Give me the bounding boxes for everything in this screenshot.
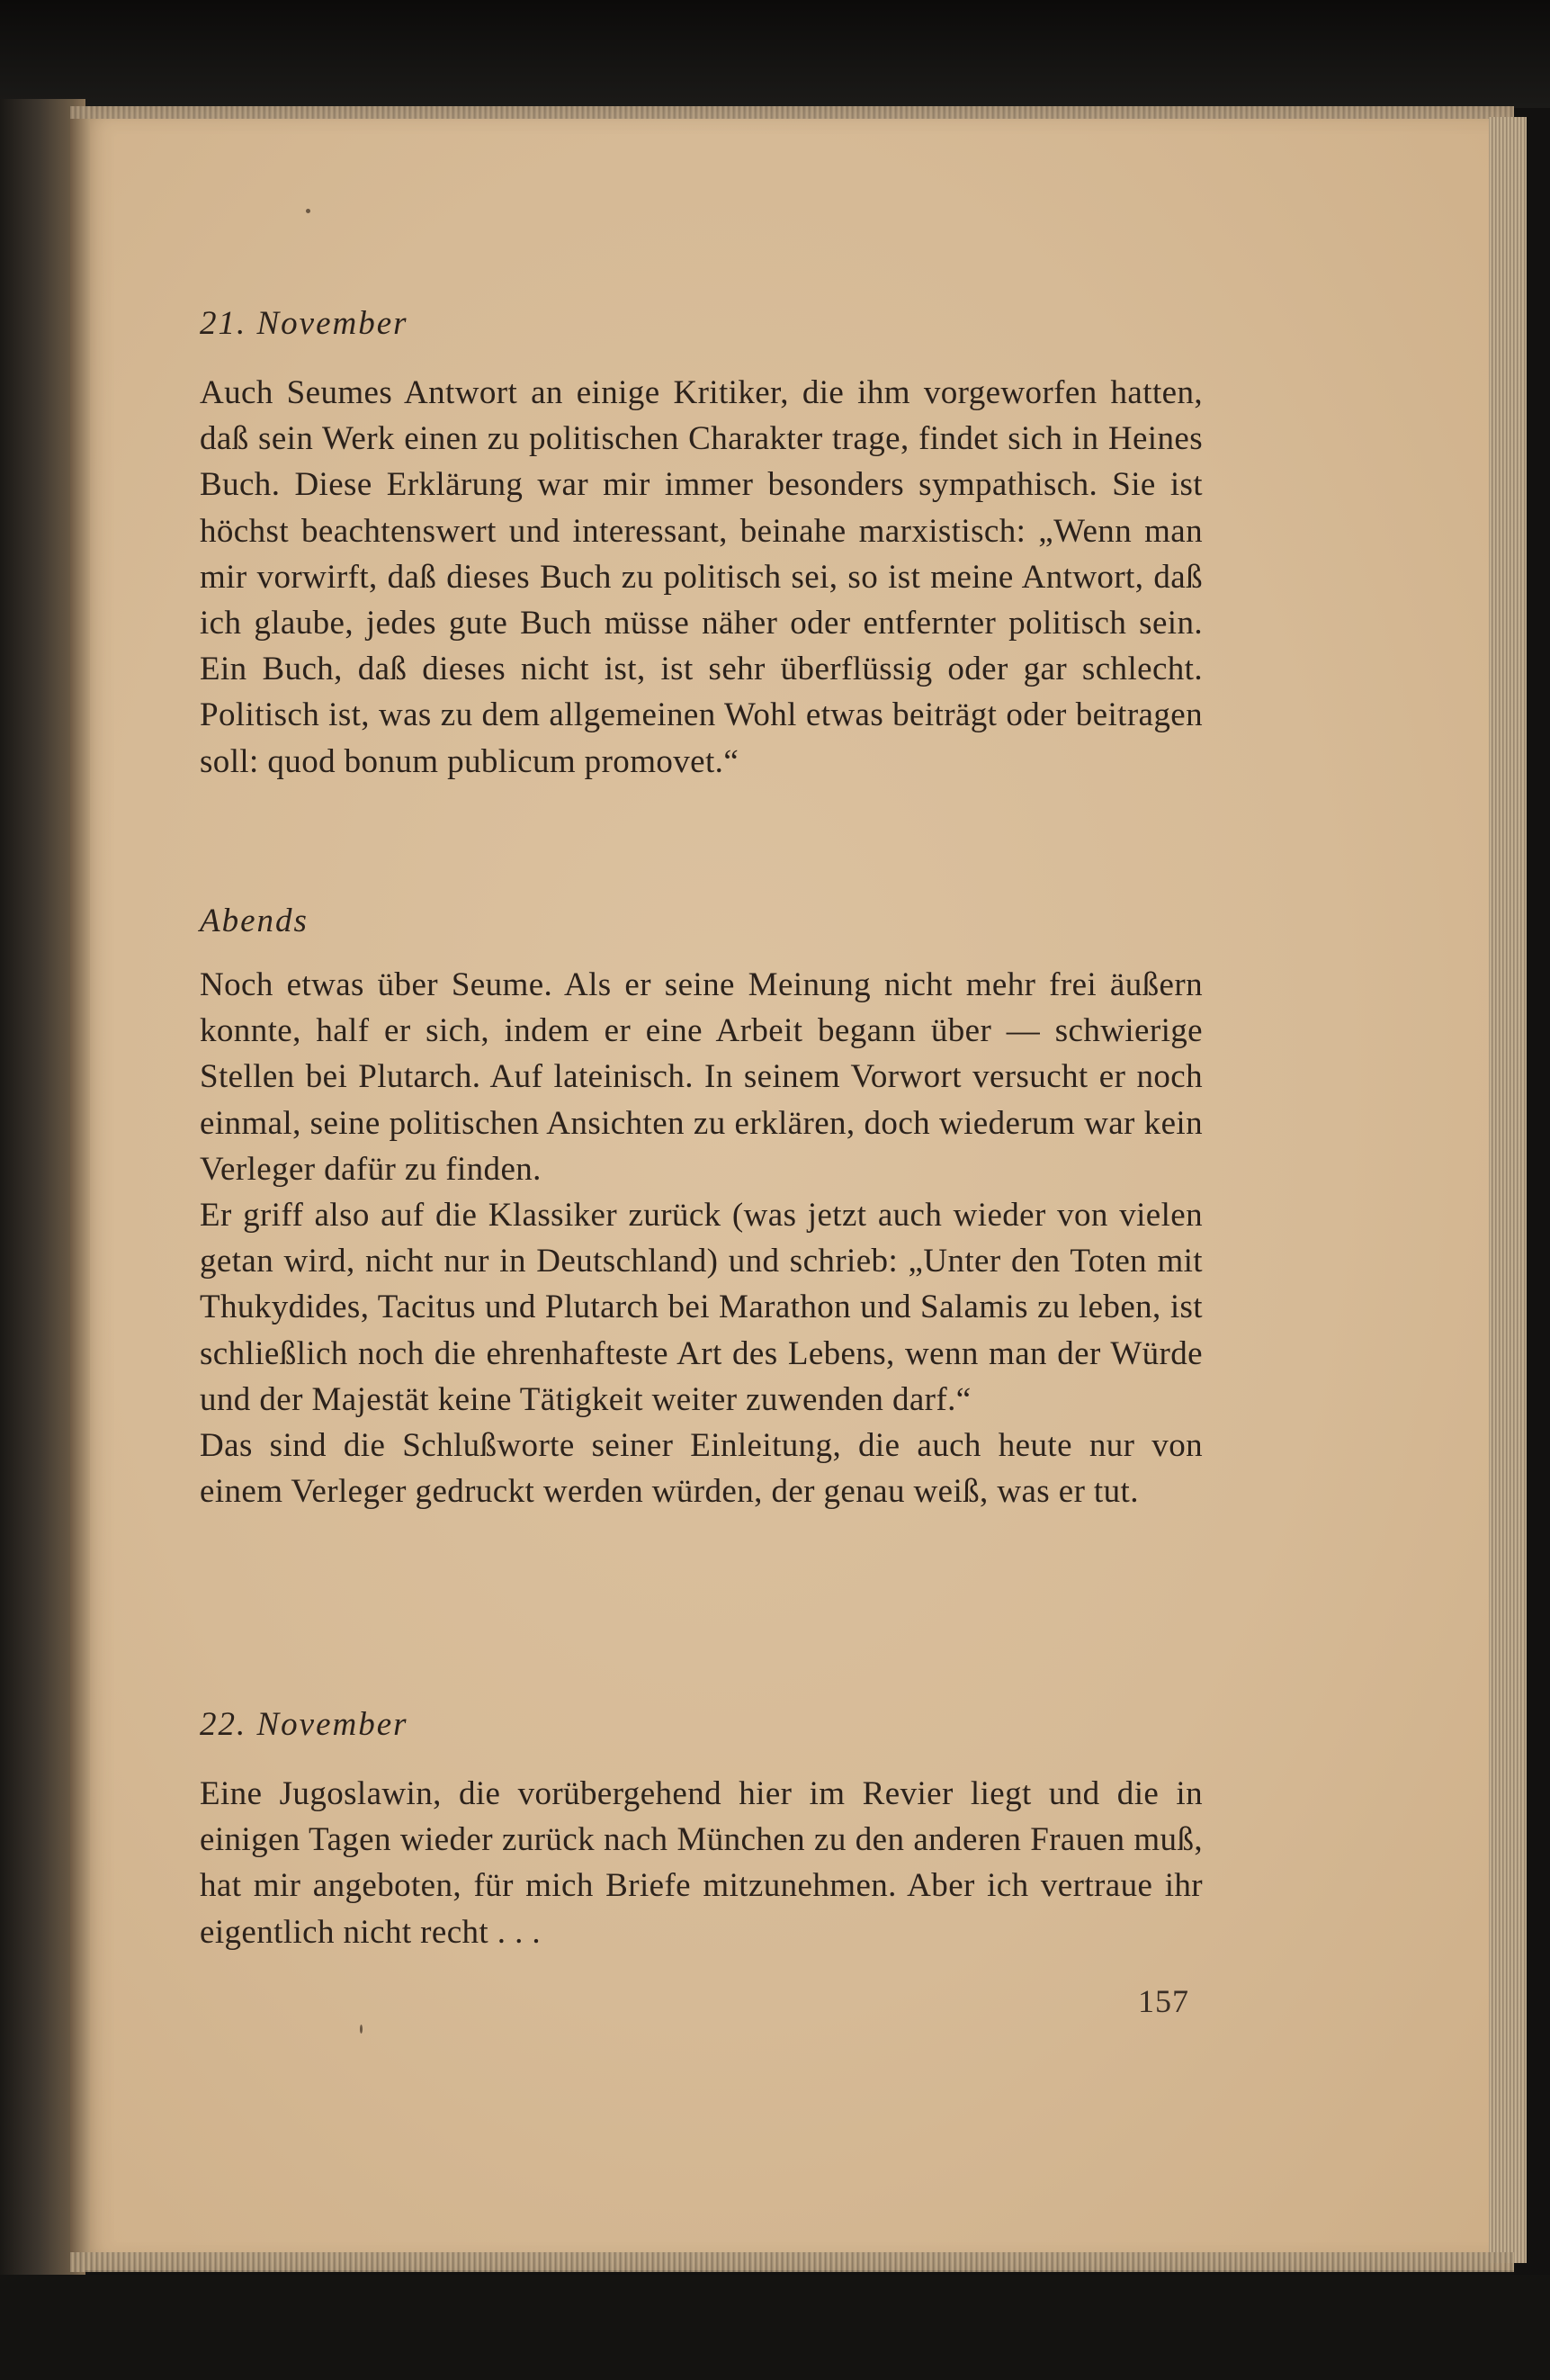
entry-paragraph: Noch etwas über Seume. Als er seine Meinung nicht mehr frei äußern konnte, half er sich, indem er eine Arbeit begann über — schwierige Stellen bei Plutarch. Auf lateinisch. In seinem Vorwort versucht er noch einmal, seine politischen Ansichten zu erklären, doch wiederum war kein Verleger dafür zu finden. bbox=[200, 966, 1203, 1188]
entry-heading: Abends bbox=[200, 903, 309, 939]
entry-heading: 22. November bbox=[200, 1706, 408, 1743]
entry-paragraph: Er griff also auf die Klassiker zurück (was jetzt auch wieder von vielen getan wird, nicht nur in Deutschland) und schrieb: „Unter den Toten mit Thukydides, Tacitus und Plutarch bei Marathon und Salamis zu leben, ist schließlich noch die ehrenhafteste Art des Lebens, wenn man der Würde und der Majestät keine Tätigkeit weiter zuwenden darf.“ bbox=[200, 1197, 1203, 1418]
diary-entry bbox=[200, 902, 1203, 940]
entry-paragraph: Das sind die Schlußworte seiner Einleitung, die auch heute nur von einem Verleger gedruckt werden würden, der genau weiß, was er tut. bbox=[200, 1427, 1203, 1511]
diary-entry bbox=[200, 1705, 1203, 1744]
backdrop-top bbox=[0, 0, 1550, 108]
paper-speck bbox=[360, 2025, 363, 2034]
diary-entry bbox=[200, 304, 1203, 343]
page-number: 157 bbox=[1138, 1983, 1189, 2019]
entry-paragraph: Auch Seumes Antwort an einige Kritiker, die ihm vorgeworfen hatten, daß sein Werk einen zu politischen Charakter trage, findet sich in Heines Buch. Diese Erklärung war mir immer besonders sympathisch. Sie ist höchst beachtenswert und interessant, beinahe marxistisch: „Wenn man mir vorwirft, daß dieses Buch zu politisch sei, so ist meine Antwort, daß ich glaube, jedes gute Buch müsse näher oder entfernter politisch sein. Ein Buch, daß dieses nicht ist, ist sehr überflüssig oder gar schlecht. Politisch ist, was zu dem allgemeinen Wohl etwas beiträgt oder beitragen soll: quod bonum publicum promovet.“ bbox=[200, 374, 1203, 780]
entry-body bbox=[200, 962, 1203, 1514]
page-edge-top bbox=[70, 106, 1514, 119]
page-gutter bbox=[70, 106, 90, 2270]
page-edge-bottom bbox=[70, 2252, 1514, 2272]
backdrop-bottom bbox=[0, 2275, 1550, 2380]
entry-body bbox=[200, 370, 1203, 785]
paper-speck bbox=[306, 209, 310, 213]
entry-heading: 21. November bbox=[200, 305, 408, 342]
entry-paragraph: Eine Jugoslawin, die vorübergehend hier im Revier liegt und die in einigen Tagen wieder zurück nach München zu den anderen Frauen muß, hat mir angeboten, für mich Briefe mitzunehmen. Aber ich vertraue ihr eigentlich nicht recht . . . bbox=[200, 1775, 1203, 1951]
stacked-page-edges bbox=[1489, 117, 1527, 2263]
entry-body bbox=[200, 1771, 1203, 1955]
